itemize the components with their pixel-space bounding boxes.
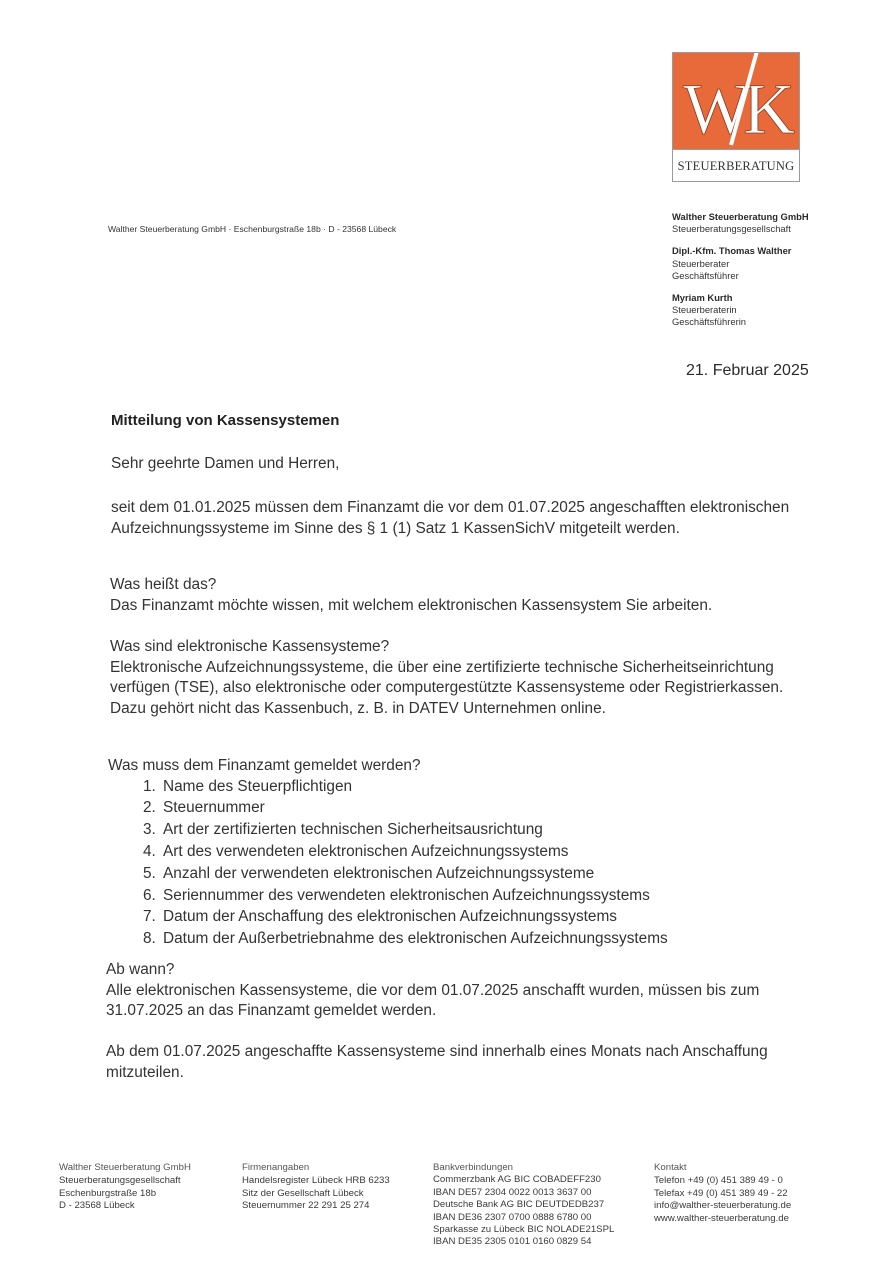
logo-label: STEUERBERATUNG — [673, 149, 799, 182]
footer-line: Commerzbank AG BIC COBADEFF230 — [433, 1174, 601, 1186]
footer-line: Steuernummer 22 291 25 274 — [242, 1200, 370, 1212]
footer-line: IBAN DE35 2305 0101 0160 0829 54 — [433, 1236, 592, 1248]
list-item: 6. Seriennummer des verwendeten elektronischen Aufzeichnungssystems — [143, 886, 650, 904]
fax-number: Telefax +49 (0) 451 389 49 - 22 — [654, 1187, 788, 1199]
section-question: Was heißt das? — [110, 576, 217, 593]
footer-banks — [433, 1162, 614, 1249]
wk-monogram-icon — [673, 53, 799, 149]
footer-line: D - 23568 Lübeck — [59, 1200, 135, 1212]
email-link[interactable]: info@walther-steuerberatung.de — [654, 1200, 792, 1212]
section-question: Ab wann? — [106, 961, 175, 978]
footer-line: Handelsregister Lübeck HRB 6233 — [242, 1174, 390, 1186]
logo-letters: WK — [683, 69, 787, 149]
list-item: 8. Datum der Außerbetriebnahme des elektronischen Aufzeichnungssystems — [143, 930, 668, 948]
list-item: 1. Name des Steuerpflichtigen — [143, 777, 353, 795]
list-item: 5. Anzahl der verwendeten elektronischen Aufzeichnungssysteme — [143, 864, 595, 882]
footer-company — [59, 1162, 191, 1213]
list-item: 3. Art der zertifizierten technischen Sicherheitsausrichtung — [143, 821, 543, 839]
footer-line: IBAN DE36 2307 0700 0888 6780 00 — [433, 1211, 592, 1223]
info-person-title: Steuerberaterin — [672, 304, 737, 316]
info-person-name: Myriam Kurth — [672, 292, 733, 304]
company-logo — [672, 52, 800, 182]
info-person-name: Dipl.-Kfm. Thomas Walther — [672, 245, 792, 257]
letterhead-info-block — [672, 211, 809, 339]
section-question: Was sind elektronische Kassensysteme? — [110, 638, 390, 655]
footer-line: Steuerberatungsgesellschaft — [59, 1174, 181, 1186]
footer-contact — [654, 1162, 791, 1226]
intro-paragraph: seit dem 01.01.2025 müssen dem Finanzamt die vor dem 01.07.2025 angeschafften elektronischen Aufzeichnungssysteme im Sinne des § 1 (1) Satz 1 KassenSichV mitgeteilt werden. — [111, 499, 790, 537]
website-link[interactable]: www.walther-steuerberatung.de — [654, 1213, 789, 1225]
info-person-title: Steuerberater — [672, 257, 730, 269]
footer-line: Eschenburgstraße 18b — [59, 1187, 157, 1199]
info-person-kurth — [672, 292, 809, 329]
footer-heading: Walther Steuerberatung GmbH — [59, 1162, 191, 1173]
sender-address-line: Walther Steuerberatung GmbH · Eschenburgstraße 18b · D - 23568 Lübeck — [108, 224, 397, 234]
phone-number: Telefon +49 (0) 451 389 49 - 0 — [654, 1174, 783, 1186]
list-item: 2. Steuernummer — [143, 799, 265, 817]
footer-firm-details — [242, 1162, 390, 1213]
info-company — [672, 211, 809, 235]
list-item: 4. Art des verwendeten elektronischen Aufzeichnungssystems — [143, 842, 569, 860]
section-answer: Elektronische Aufzeichnungssysteme, die über eine zertifizierte technische Sicherheitseinrichtung verfügen (TSE), also elektronische oder computergestützte Kassensysteme oder Registrierkassen. Dazu gehört nicht das Kassenbuch, z. B. in DATEV Unternehmen online. — [110, 658, 784, 717]
required-items-list — [108, 777, 808, 951]
footer-heading: Kontakt — [654, 1162, 687, 1173]
info-company-line: Steuerberatungsgesellschaft — [672, 223, 791, 235]
letter-subject: Mitteilung von Kassensystemen — [111, 412, 340, 429]
section-answer: Das Finanzamt möchte wissen, mit welchem elektronischen Kassensystem Sie arbeiten. — [110, 596, 713, 614]
closing-paragraph: Ab dem 01.07.2025 angeschaffte Kassensysteme sind innerhalb eines Monats nach Anschaffung mitzuteilen. — [106, 1043, 768, 1081]
salutation: Sehr geehrte Damen und Herren, — [111, 455, 340, 472]
info-person-role: Geschäftsführerin — [672, 316, 746, 328]
section-question: Was muss dem Finanzamt gemeldet werden? — [108, 757, 421, 774]
footer-heading: Firmenangaben — [242, 1162, 310, 1173]
section-what-does-it-mean — [110, 575, 810, 616]
section-what-must-be-reported — [108, 756, 808, 951]
info-person-walther — [672, 245, 809, 282]
footer-line: Deutsche Bank AG BIC DEUTDEDB237 — [433, 1199, 605, 1211]
footer-line: Sitz der Gesellschaft Lübeck — [242, 1187, 364, 1199]
section-from-when — [106, 960, 806, 1022]
footer-line: Sparkasse zu Lübeck BIC NOLADE21SPL — [433, 1224, 615, 1236]
info-person-role: Geschäftsführer — [672, 269, 739, 281]
footer-line: IBAN DE57 2304 0022 0013 3637 00 — [433, 1186, 592, 1198]
logo-orange-field — [673, 53, 799, 149]
section-answer: Alle elektronischen Kassensysteme, die vor dem 01.07.2025 anschafft wurden, müssen bis zum 31.07.2025 an das Finanzamt gemeldet werden. — [106, 981, 760, 1020]
section-what-are-cash-systems — [110, 637, 800, 719]
letter-date: 21. Februar 2025 — [686, 362, 809, 379]
footer-heading: Bankverbindungen — [433, 1162, 514, 1173]
list-item: 7. Datum der Anschaffung des elektronischen Aufzeichnungssystems — [143, 908, 617, 926]
info-company-name: Walther Steuerberatung GmbH — [672, 211, 809, 222]
